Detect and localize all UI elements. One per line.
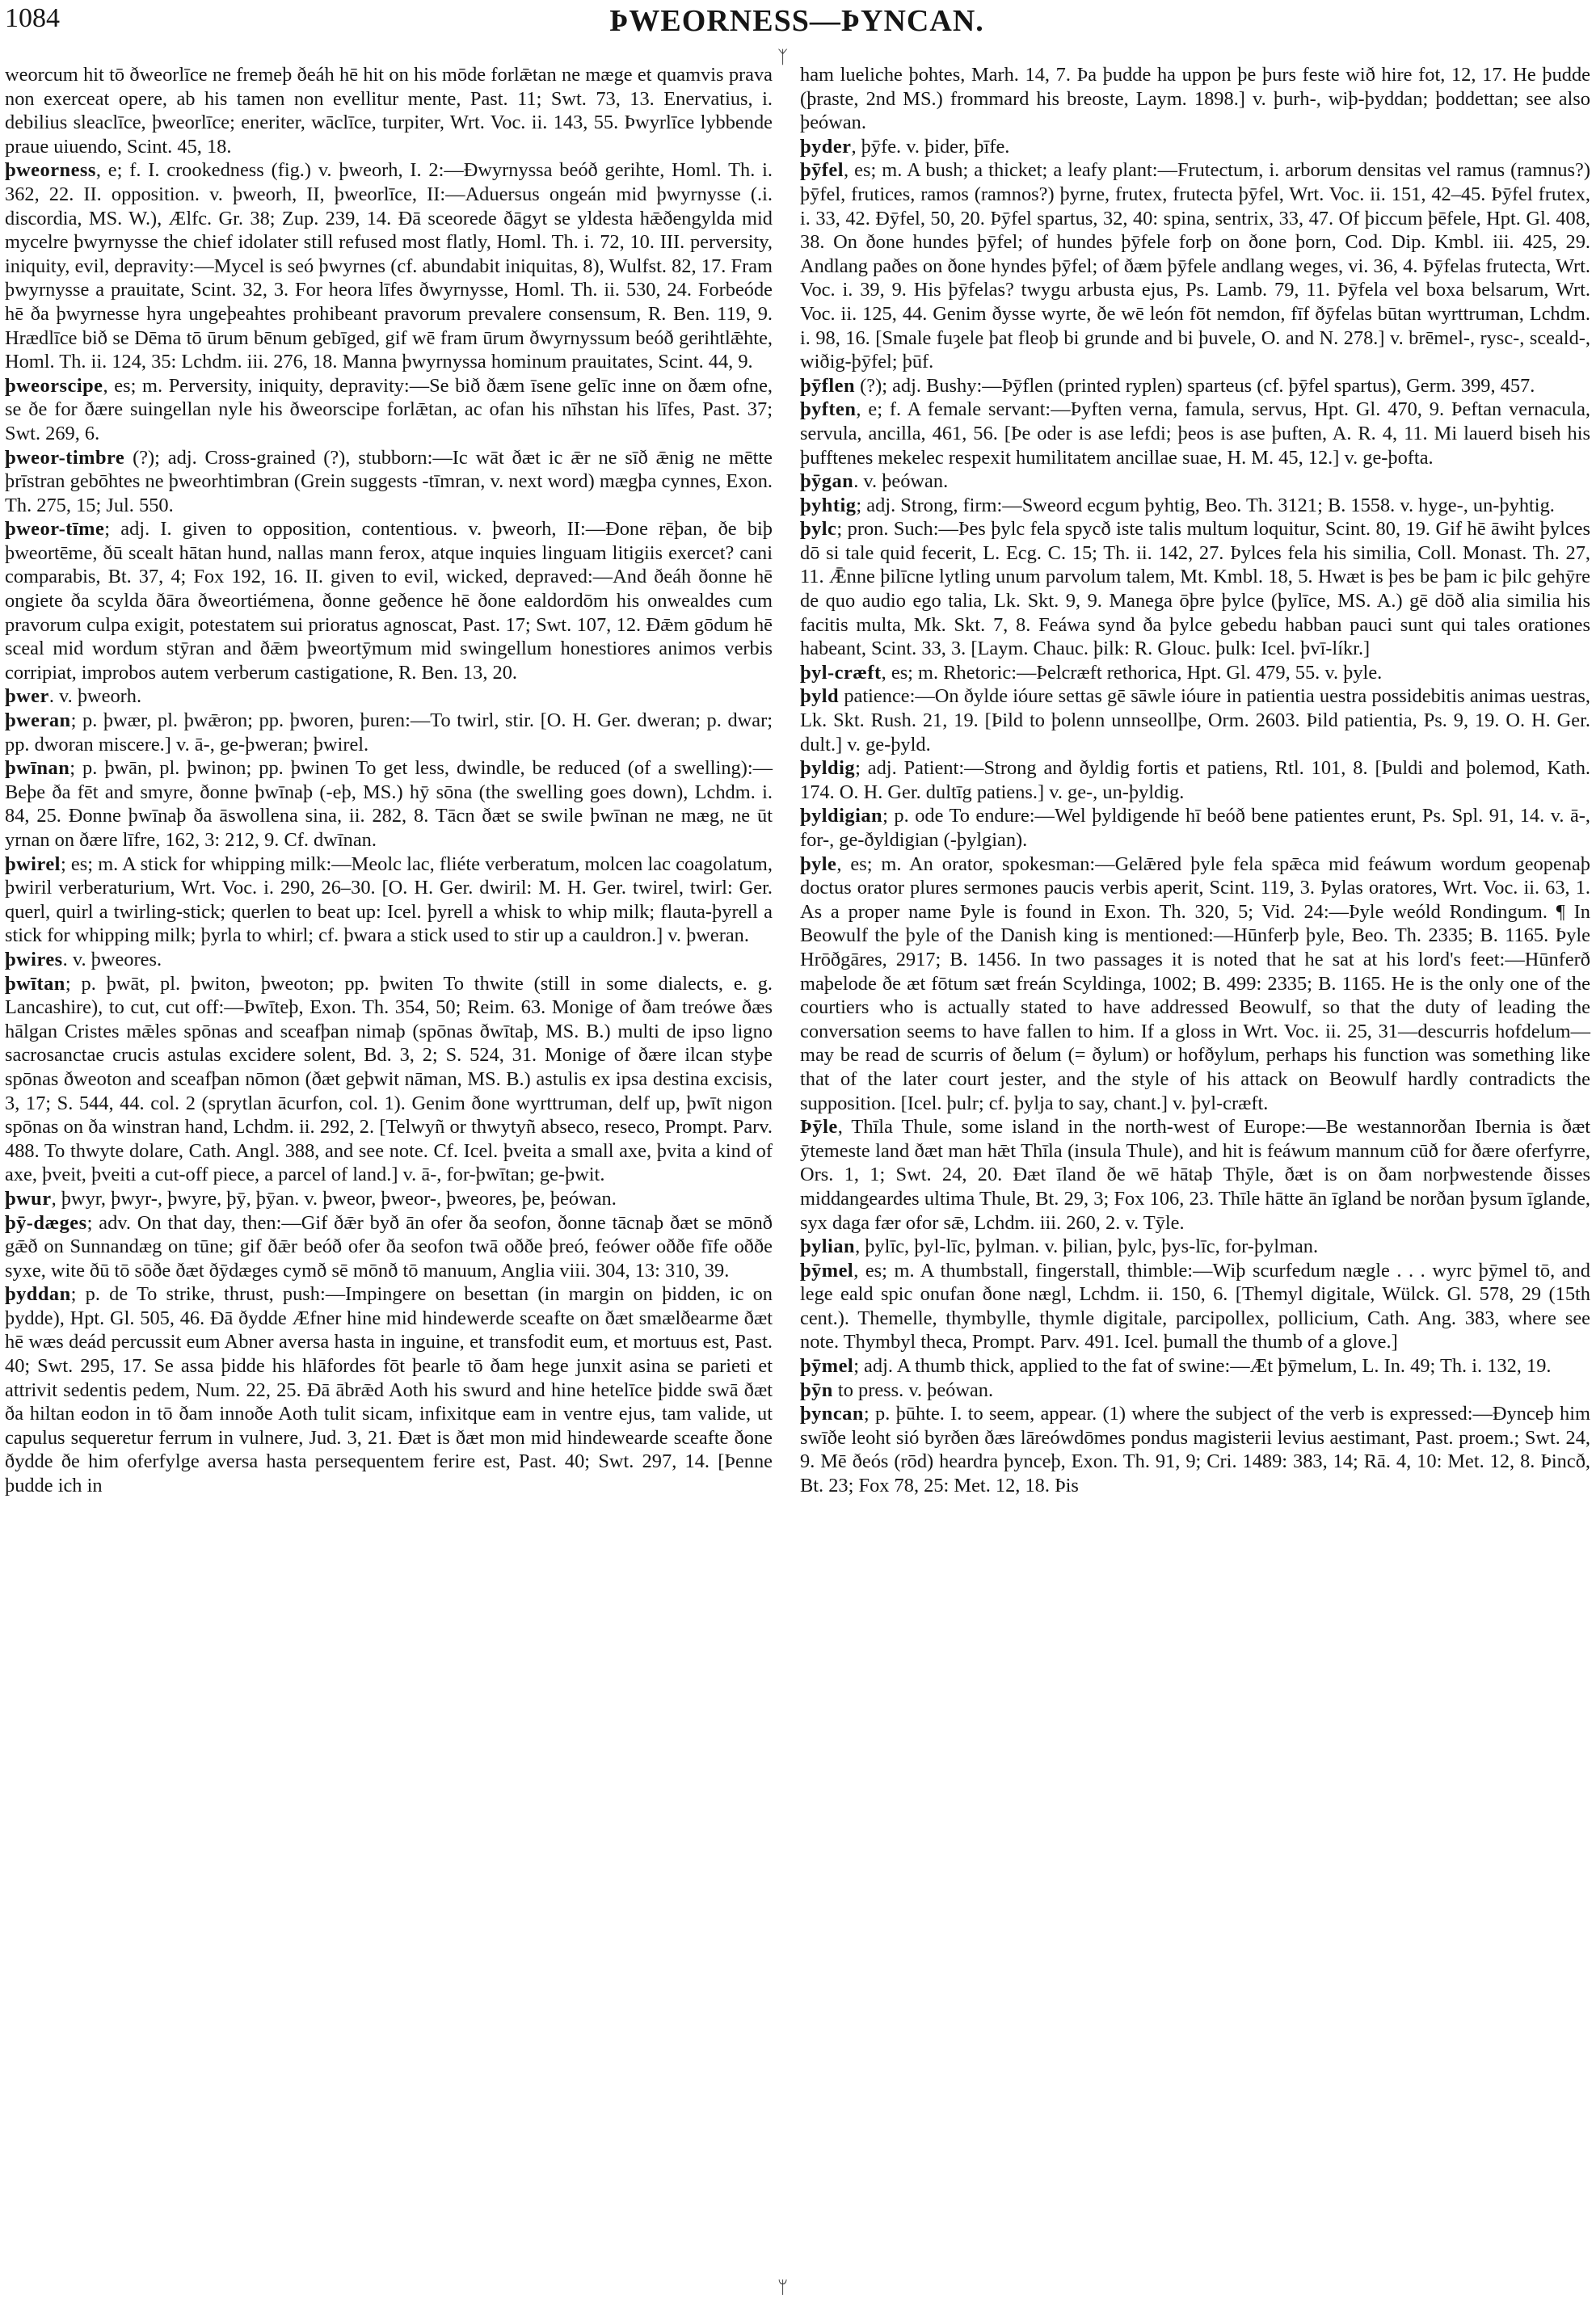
entry-body: . v. þeówan. xyxy=(853,470,949,493)
entry-headword: þȳn xyxy=(800,1379,833,1401)
entry-body: , es; m. Perversity, iniquity, depravity:—Se bið ðæm īsene gelīc inne on ðæm ofne, se ðe for ðære suingellan nyle his ðweorscipe forlǣtan, ac ofan his nīhstan his līfes, Past. 37; Swt. 269, 6. xyxy=(5,374,773,444)
dictionary-entry xyxy=(5,446,773,518)
entry-body: ; adj. Patient:—Strong and ðyldig fortis et patiens, Rtl. 101, 8. [Þuldi and þolemod, Kath. 174. O. H. Ger. dultīg patiens.] v. ge-, un-þyldig. xyxy=(800,757,1590,803)
entry-headword: þweran xyxy=(5,709,71,732)
entry-body: ; es; m. A stick for whipping milk:—Meolc lac, fliéte verberatum, molcen lac coagolatum, þwiril verberaturium, Wrt. Voc. i. 290, 26–30. [O. H. Ger. dwiril: M. H. Ger. twirel, twirl: Ger. querl, quirl a twirling-stick; querlen to beat up: Icel. þyrell a whisk to whip milk; flauta-þyrell a stick for whipping milk; þyrla to whirl; cf. þwara a stick used to stir up a cauldron.] v. þweran. xyxy=(5,852,773,947)
dictionary-entry xyxy=(5,517,773,684)
dictionary-entry xyxy=(800,1259,1590,1354)
page-title: ÞWEORNESS—ÞYNCAN. xyxy=(609,4,984,38)
entry-body: , þȳfe. v. þider, þīfe. xyxy=(851,135,1010,158)
dictionary-entry xyxy=(5,1211,773,1283)
entry-headword: þwītan xyxy=(5,972,65,995)
entry-body: weorcum hit tō ðweorlīce ne fremeþ ðeáh hē hit on his mōde forlǣtan ne mæge et quamvis prava non exerceat opere, ab his tamen non evellitur mente, Past. 11; Swt. 73, 13. Enervatius, i. debilius sleaclīce, þweorlīce; eneriter, wāclīce, turpiter, Wrt. Voc. ii. 143, 55. Þwyrlīce lybbende praue uiuendo, Scint. 45, 18. xyxy=(5,64,773,158)
dictionary-entry xyxy=(800,1354,1590,1379)
dictionary-entry xyxy=(5,972,773,1187)
dictionary-entry xyxy=(5,684,773,709)
entry-body: ; adj. I. given to opposition, contentious. v. þweorh, II:—Ðone rēþan, ðe biþ þweortēme, ðū scealt hātan hund, nallas mann ferox, atque inquies linguam litigiis exercet? cani comparabis, Bt. 37, 4; Fox 192, 16. II. given to evil, wicked, depraved:—And ðeáh ðonne hē ongiete ða scylda ðāra ðweortiémena, ðonne geðence hē ðone ealdordōm his onwealdes cum pravorum culpa exigit, potestatem sui prioratus agnoscat, Past. 17; Swt. 107, 12. Ðǣm gōdum hē sceal mid wordum stȳran and ðǣm þweortȳmum mid swingellum honestiores animos verbis corripiat, improbos autem verberum castigatione, R. Ben. 13, 20. xyxy=(5,518,773,684)
dictionary-entry xyxy=(800,684,1590,756)
dictionary-entry xyxy=(800,1402,1590,1497)
entry-headword: þȳgan xyxy=(800,470,854,493)
page-header xyxy=(5,3,1589,44)
entry-headword: þylc xyxy=(800,518,837,541)
entry-headword: þȳmel xyxy=(800,1355,854,1378)
dictionary-entry xyxy=(5,1187,773,1211)
entry-headword: þylian xyxy=(800,1235,856,1258)
dictionary-entry xyxy=(800,469,1590,494)
entry-body: , e; f. I. crookedness (fig.) v. þweorh, I. 2:—Ðwyrnyssa beóð gerihte, Homl. Th. i. 362, 22. II. opposition. v. þweorh, II, þweorlīce, II:—Aduersus ongeán mid þwyrnysse (.i. discordia, MS. W.), Ælfc. Gr. 38; Zup. 239, 14. Ðā sceorede ðāgyt se yldesta hǣðengylda mid mycelre þwyrnysse the chief idolater still refused most flatly, Homl. Th. i. 72, 10. III. perversity, iniquity, evil, depravity:—Mycel is seó þwyrnes (cf. abundabit iniquitas, 8), Wulfst. 82, 17. Fram þwyrnysse a prauitate, Scint. 32, 3. For heora līfes ðwyrnysse, Homl. Th. ii. 530, 24. Forbeóde hē ða þwyrnesse hyra ungeþeahtes prohibeant pravorum prevalere consensum, R. Ben. 119, 9. Hrædlīce bið se Dēma tō ūrum bēnum gebīged, gif wē fram ūrum ðwyrnyssum beóð gerihtlǣhte, Homl. Th. ii. 124, 35: Lchdm. iii. 276, 18. Manna þwyrnyssa hominum prauitates, Scint. 44, 9. xyxy=(5,159,773,373)
entry-headword: þyder xyxy=(800,135,852,158)
dictionary-entry xyxy=(800,804,1590,852)
dictionary-entry xyxy=(800,135,1590,159)
entry-body: , Thīla Thule, some island in the north-west of Europe:—Be westannorðan Ibernia is ðæt ȳtemeste land ðæt man hǣt Thīla (insula Thule), and hit is feáwum mannum cūð for ðære oferfyrre, Ors. 1, 1; Swt. 24, 20. Ðæt īland ðe wē hātaþ Thȳle, ðæt is on ðam norþwestende ðisses middangeardes ultima Thule, Bt. 29, 3; Fox 106, 23. Thīle hātte ān īgland be norðan þysum īglande, syx daga fær ofor sǣ, Lchdm. iii. 260, 2. v. Tȳle. xyxy=(800,1116,1590,1234)
entry-body: . v. þweores. xyxy=(62,948,162,970)
entry-headword: þyldigian xyxy=(800,805,883,827)
entry-body: ; p. de To strike, thrust, push:—Impingere on besettan (in margin on þidden, ic on þydde), Hpt. Gl. 505, 46. Ðā ðydde Æfner hine mid hindewerde sceafte on ðæt smælðearme ðæt hē wæs deád percussit eum Abner aversa hasta in inguine, et transfodit eum, et mortuus est, Past. 40; Swt. 295, 17. Se assa þidde his hlāfordes fōt þearle tō ðam hege junxit asina se parieti et attrivit sedentis pedem, Num. 22, 25. Ðā ābrǣd Aoth his swurd and hine hetelīce þidde swā ðæt ða hiltan eodon in tō ðam innoðe Aoth tulit sicam, infixitque eam in ventre ejus, tam valide, ut capulus sequeretur ferrum in vulnere, Jud. 3, 21. Ðæt is ðæt mon mid hindewearde sceafte ðone ðydde ðe him oferfylge aversa hasta persequentem ferire est, Past. 40; Swt. 297, 14. [Þenne þudde ich in xyxy=(5,1283,773,1497)
entry-headword: þyften xyxy=(800,398,857,421)
right-column xyxy=(800,63,1590,1498)
entry-headword: þyncan xyxy=(800,1403,864,1425)
entry-headword: þyld xyxy=(800,685,840,708)
entry-headword: þwer xyxy=(5,685,49,708)
entry-body: , e; f. A female servant:—Þyften verna, famula, servus, Hpt. Gl. 470, 9. Þeftan vernacula, servula, ancilla, 461, 56. [Þe oder is ase lefdi; þeos is ase þuften, A. R. 4, 11. Mi lauerd biseh his þufftenes mekelec respexit humilitatem ancillae suae, H. M. 45, 12.] v. ge-þofta. xyxy=(800,398,1590,469)
dictionary-entry xyxy=(800,1235,1590,1259)
entry-body: . v. þweorh. xyxy=(48,685,142,708)
dictionary-entry xyxy=(800,374,1590,398)
entry-body: patience:—On ðylde ióure settas gē sāwle ióure in patientia uestra possidebitis animas uestras, Lk. Skt. Rush. 21, 19. [Þild to þolenn unnseollþe, Orm. 2603. Þild patientia, Ps. 9, 19. O. H. Ger. dult.] v. ge-þyld. xyxy=(800,685,1590,756)
entry-headword: þyle xyxy=(800,852,837,875)
entry-continuation xyxy=(5,63,773,158)
entry-headword: þyldig xyxy=(800,757,856,780)
entry-body: ; p. ode To endure:—Wel þyldigende hī beóð bene patientes erunt, Ps. Spl. 91, 14. v. ā-, for-, ge-ðyldigian (-þylgian). xyxy=(800,805,1590,851)
entry-body: , þylīc, þyl-līc, þylman. v. þilian, þylc, þys-līc, for-þylman. xyxy=(855,1235,1319,1258)
dictionary-entry xyxy=(5,948,773,972)
entry-body: ; p. þwāt, pl. þwiton, þweoton; pp. þwiten To thwite (still in some dialects, e. g. Lancashire), to cut, cut off:—Þwīteþ, Exon. Th. 354, 50; Reim. 63. Monige of ðam treówe ðæs hālgan Cristes mǣles spōnas and sceafþan nimaþ (spōnas ðwītaþ, MS. B.) multi de ipso ligno sacrosanctae crucis astulas excidere solent, Bd. 3, 2; S. 524, 31. Monige of ðære ilcan styþe spōnas ðweoton and sceafþan nōmon (ðæt geþwit nāman, MS. B.) astulis ex ipsa destina excisis, 3, 17; S. 544, 44. col. 2 (sprytlan ācurfon, col. 1). Genim ðone wyrttruman, delf up, þwīt nigon spōnas on ða winstran hand, Lchdm. ii. 292, 2. [Telwyñ or thwytyñ abseco, reseco, Prompt. Parv. 488. To thwyte dolare, Cath. Angl. 388, and see note. Cf. Icel. þveita a small axe, þvita a kind of axe, þveit, þveiti a cut-off piece, a parcel of land.] v. ā-, for-þwītan; ge-þwit. xyxy=(5,972,773,1186)
dictionary-entry xyxy=(800,398,1590,469)
entry-body: , es; m. An orator, spokesman:—Gelǣred þyle fela spǣca mid feáwum wordum geopenaþ doctus orator plures sermones paucis verbis aperit, Scint. 119, 3. Þylas oratores, Wrt. Voc. ii. 63, 1. As a proper name Þyle is found in Exon. Th. 320, 5; Vid. 24:—Þyle weóld Rondingum. ¶ In Beowulf the þyle of the Danish king is mentioned:—Hūnferþ þyle, Beo. Th. 2335; B. 1165. Þyle Hrōðgāres, 2917; B. 1456. In two passages it is noted that he sat at his lord's feet:—Hūnferð maþelode ðe æt fōtum sæt freán Scyldinga, 1002; B. 499: 2335; B. 1165. He is the only one of the courtiers who is actually stated to have addressed Beowulf, so that the duty of leading the conversation seems to have fallen to him. If a gloss in Wrt. Voc. ii. 25, 31—descurris hofdelum—may be read de scurris of ðelum (= ðylum) or hofðylum, perhaps his function was something like that of the later court jester, and the style of his attack on Beowulf hardly contradicts the supposition. [Icel. þulr; cf. þylja to say, chant.] v. þyl-cræft. xyxy=(800,852,1590,1114)
dictionary-entry xyxy=(5,852,773,948)
dictionary-entry xyxy=(800,494,1590,518)
dictionary-entry xyxy=(800,852,1590,1116)
entry-body: ham lueliche þohtes, Marh. 14, 7. Þa þudde ha uppon þe þurs feste wið hire fot, 12, 17. He þudde (þraste, 2nd MS.) frommard his breoste, Laym. 1898.] v. þurh-, wiþ-þyddan; þoddettan; see also þeówan. xyxy=(800,64,1590,134)
dictionary-entry xyxy=(5,158,773,373)
entry-body: ; pron. Such:—Þes þylc fela spycð iste talis multum loquitur, Scint. 80, 19. Gif hē āwiht þylces dō si tale quid fecerit, L. Ecg. C. 15; Th. ii. 142, 27. Þylces fela his similia, Coll. Monast. Th. 27, 11. Ǣnne þilīcne lytling unum parvolum talem, Mt. Kmbl. 18, 5. Hwæt is þes be þam ic þilc gehȳre de quo audio ego talia, Lk. Skt. 9, 9. Manega ōþre þylce (þylīce, MS. A.) gē dōð alia similia his facitis multa, Mk. Skt. 7, 8. Feáwa synd ða þylce gebedu habban pauci sunt qui tales orationes habeant, Scint. 33, 3. [Laym. Chauc. þilk: R. Glouc. þulk: Icel. þvī-líkr.] xyxy=(800,518,1590,660)
entry-body: (?); adj. Cross-grained (?), stubborn:—Ic wāt ðæt ic ǣr ne sīð ǣnig ne mētte þrīstran gebōhtes ne þweorhtimbran (Grein suggests -tīmran, v. next word) mægþa cynnes, Exon. Th. 275, 15; Jul. 550. xyxy=(5,446,773,516)
entry-body: , es; m. Rhetoric:—Þelcræft rethorica, Hpt. Gl. 479, 55. v. þyle. xyxy=(881,661,1383,684)
entry-headword: þwīnan xyxy=(5,757,70,780)
dictionary-entry xyxy=(800,517,1590,661)
entry-body: ; p. þwān, pl. þwinon; pp. þwinen To get less, dwindle, be reduced (of a swelling):—Beþe ða fēt and smyre, ðonne þwīnaþ (-eþ, MS.) hȳ sōna (the swelling goes down), Lchdm. i. 84, 25. Ðonne þwīnaþ ða āswollena sina, ii. 282, 8. Tācn ðæt se swile þwīnan ne mæg, ne ūt yrnan on ðære līfre, 162, 3: 212, 9. Cf. dwīnan. xyxy=(5,757,773,851)
entry-body: ; p. þūhte. I. to seem, appear. (1) where the subject of the verb is expressed:—Ðynceþ him swīðe leoht sió byrðen ðæs lāreówdōmes pondus magisterii levius aestimant, Past. proem.; Swt. 24, 9. Mē ðeós (rōd) heardra þynceþ, Exon. Th. 91, 9; Cri. 1489: 383, 14; Rā. 4, 10: Met. 12, 8. Þincð, Bt. 23; Fox 78, 25: Met. 12, 18. Þis xyxy=(800,1403,1590,1497)
entry-body: , es; m. A thumbstall, fingerstall, thimble:—Wiþ scurfedum nægle . . . wyrc þȳmel tō, and lege eald spic onufan ðone nægl, Lchdm. ii. 150, 6. [Themyl digitale, Wülck. Gl. 578, 29 (15th cent.). Themelle, thymbylle, thymle digitale, parcipollex, pollicium, Cath. Ang. 383, where see note. Thymbyl theca, Prompt. Parv. 491. Icel. þumall the thumb of a glove.] xyxy=(800,1259,1590,1353)
entry-headword: þweorness xyxy=(5,159,96,182)
column-ornament-bottom: ᛘ xyxy=(777,2277,789,2297)
dictionary-entry xyxy=(800,1115,1590,1235)
entry-headword: þyl-cræft xyxy=(800,661,882,684)
dictionary-entry xyxy=(800,1379,1590,1403)
entry-headword: þyddan xyxy=(5,1283,71,1306)
entry-body: , es; m. A bush; a thicket; a leafy plant:—Frutectum, i. arborum densitas vel ramus (ramnus?) þȳfel, frutices, ramos (ramnos?) þyrne, frutex, frutecta þȳfel, Wrt. Voc. ii. 151, 42–45. Þȳfel frutex, i. 33, 42. Ðȳfel, 50, 20. Þȳfel spartus, 32, 40: spina, sentrix, 33, 47. Of þiccum þēfele, Hpt. Gl. 408, 38. On ðone hundes þȳfel; of hundes þȳfele forþ on ðone þorn, Cod. Dip. Kmbl. iii. 425, 29. Andlang paðes on ðone hyndes þȳfel; of ðæm þȳfele andlang weges, vi. 36, 4. Þȳfelas frutecta, Wrt. Voc. i. 39, 9. His þȳfelas? twygu arbusta ejus, Ps. Lamb. 79, 11. Þȳfela vel boxa belsarum, Wrt. Voc. ii. 125, 44. Genim ðysse wyrte, ðe wē león fōt nemdon, fīf ðȳfelas būtan wyrttruman, Lchdm. i. 98, 16. [Smale fuȝele þat fleoþ bi grunde and bi þuvele, O. and N. 278.] v. brēmel-, rysc-, sceald-, wiðig-þȳfel; þūf. xyxy=(800,159,1590,373)
entry-headword: þȳmel xyxy=(800,1259,854,1282)
entry-headword: þweorscipe xyxy=(5,374,103,397)
entry-headword: þweor-timbre xyxy=(5,446,125,469)
entry-body: (?); adj. Bushy:—Þȳflen (printed ryplen) sparteus (cf. þȳfel spartus), Germ. 399, 457. xyxy=(855,374,1535,397)
entry-body: ; p. þwær, pl. þwǣron; pp. þworen, þuren:—To twirl, stir. [O. H. Ger. dweran; p. dwar; pp. dworan miscere.] v. ā-, ge-þweran; þwirel. xyxy=(5,709,773,756)
entry-body: to press. v. þeówan. xyxy=(832,1379,994,1401)
entry-body: ; adv. On that day, then:—Gif ðǣr byð ān ofer ða seofon, ðonne tācnaþ ðæt se mōnð gǣð on Sunnandæg on tūne; gif ðǣr beóð ofer ða seofon twā oððe þreó, feówer oððe fīfe oððe syxe, wite ðū tō sōðe ðæt ðȳdæges cymð sē mōnð tō manuum, Anglia viii. 304, 13: 310, 39. xyxy=(5,1211,773,1282)
column-ornament-top: ᛉ xyxy=(777,47,789,67)
entry-headword: þweor-tīme xyxy=(5,518,105,541)
entry-body: ; adj. A thumb thick, applied to the fat of swine:—Æt þȳmelum, L. In. 49; Th. i. 132, 19. xyxy=(853,1355,1552,1378)
entry-continuation xyxy=(800,63,1590,135)
dictionary-entry xyxy=(5,709,773,756)
entry-headword: þwur xyxy=(5,1187,52,1210)
entry-headword: Þȳle xyxy=(800,1116,838,1139)
dictionary-entry xyxy=(5,374,773,446)
entry-headword: þȳflen xyxy=(800,374,856,397)
entry-body: , þwyr, þwyr-, þwyre, þȳ, þȳan. v. þweor, þweor-, þweores, þe, þeówan. xyxy=(51,1187,617,1210)
entry-headword: þȳfel xyxy=(800,159,844,182)
entry-body: ; adj. Strong, firm:—Sweord ecgum þyhtig, Beo. Th. 3121; B. 1558. v. hyge-, un-þyhtig. xyxy=(856,494,1555,516)
left-column xyxy=(5,63,773,1498)
page-number: 1084 xyxy=(5,3,60,33)
entry-headword: þȳ-dæges xyxy=(5,1211,87,1234)
dictionary-entry xyxy=(800,158,1590,373)
dictionary-entry xyxy=(5,756,773,852)
entry-headword: þwires xyxy=(5,948,63,970)
dictionary-entry xyxy=(800,756,1590,804)
entry-headword: þwirel xyxy=(5,852,61,875)
dictionary-entry xyxy=(800,661,1590,685)
dictionary-entry xyxy=(5,1282,773,1497)
entry-headword: þyhtig xyxy=(800,494,857,516)
